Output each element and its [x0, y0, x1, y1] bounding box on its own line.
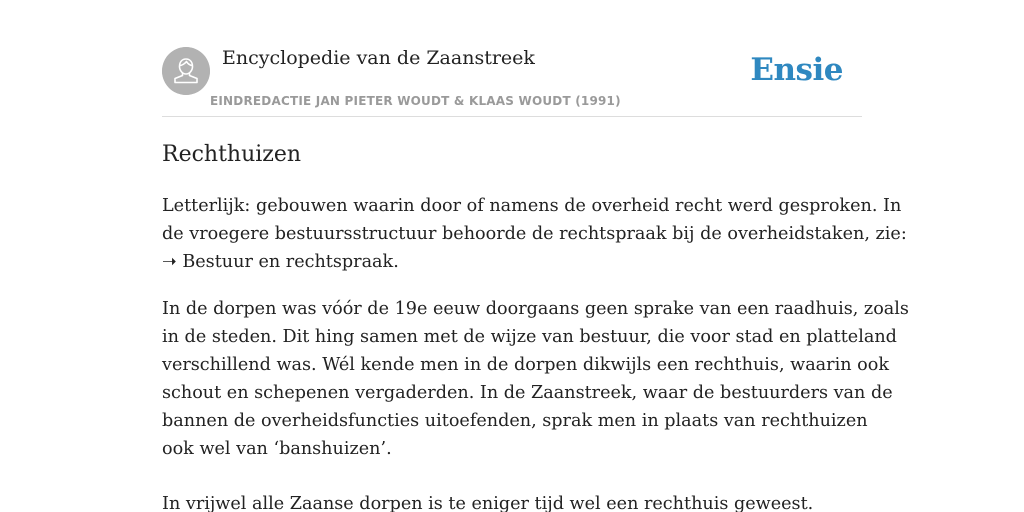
paragraph-3 — [162, 490, 862, 512]
paragraph-line: Letterlijk: gebouwen waarin door of namens de overheid recht werd gesproken. In — [162, 196, 902, 216]
paragraph-line: bannen de overheidsfuncties uitoefenden, sprak men in plaats van rechthuizen — [162, 411, 868, 431]
source-header — [162, 46, 862, 117]
paragraph-line: In de dorpen was vóór de 19e eeuw doorgaans geen sprake van een raadhuis, zoals — [162, 299, 909, 319]
paragraph-line — [162, 248, 862, 276]
paragraph-line: schout en schepenen vergaderden. In de Zaanstreek, waar de bestuurders van de — [162, 383, 893, 403]
paragraph-2 — [162, 295, 909, 463]
paragraph-line: In vrijwel alle Zaanse dorpen is te eniger tijd wel een rechthuis geweest. — [162, 494, 814, 512]
book-title[interactable]: Encyclopedie van de Zaanstreek — [222, 47, 535, 69]
arrow-right-icon: ➝ — [162, 252, 177, 272]
paragraph-line: ook wel van ‘banshuizen’. — [162, 439, 392, 459]
entry-title: Rechthuizen — [162, 142, 302, 167]
sentence-end: . — [393, 252, 399, 272]
paragraph-line: in de steden. Dit hing samen met de wijze van bestuur, die voor stad en platteland — [162, 327, 897, 347]
editors-credit: EINDREDACTIE JAN PIETER WOUDT & KLAAS WOUDT (1991) — [210, 94, 621, 108]
link-bestuur-en-rechtspraak[interactable]: Bestuur en rechtspraak — [182, 252, 394, 272]
user-silhouette-icon — [162, 47, 210, 95]
paragraph-line: verschillend was. Wél kende men in de dorpen dikwijls een rechthuis, waarin ook — [162, 355, 889, 375]
paragraph-1 — [162, 192, 907, 276]
ensie-logo[interactable]: Ensie — [750, 52, 843, 88]
paragraph-line: de vroegere bestuursstructuur behoorde de rechtspraak bij de overheidstaken, zie: — [162, 224, 907, 244]
